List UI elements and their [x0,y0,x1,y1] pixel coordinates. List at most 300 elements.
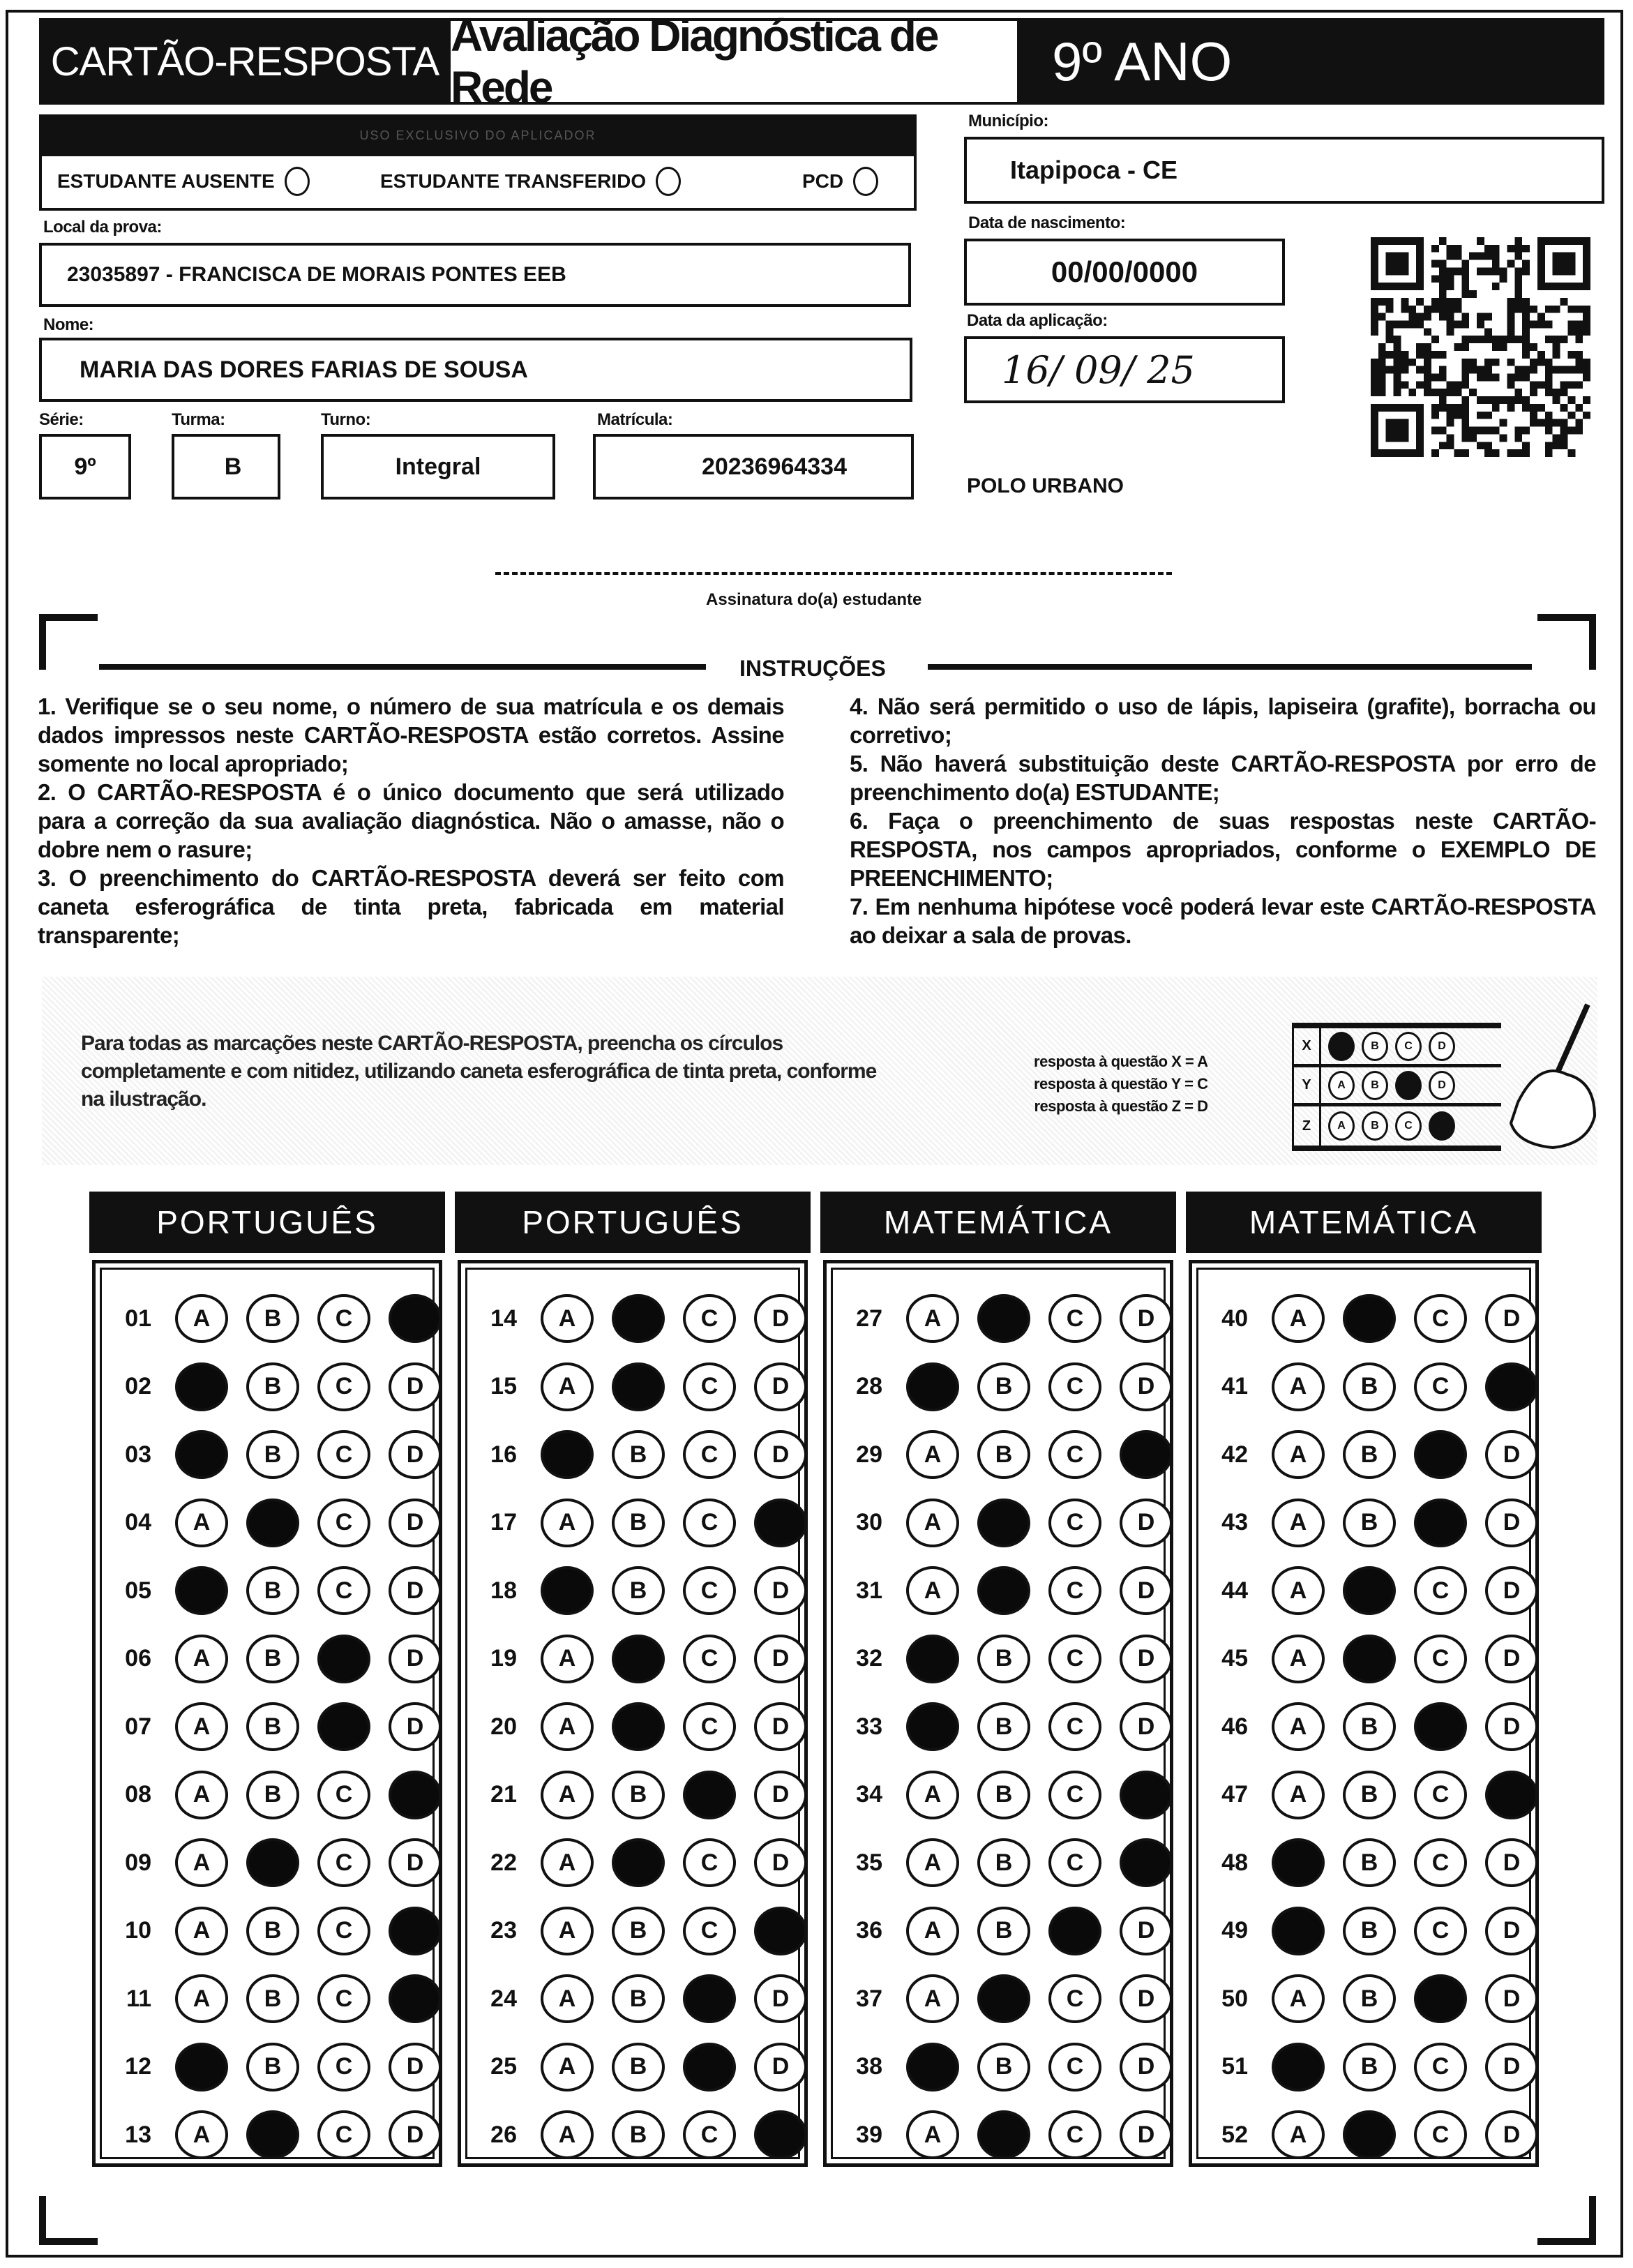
bubble-a[interactable]: A [1272,2110,1325,2159]
column-header-1: PORTUGUÊS [89,1192,445,1253]
bubble-c[interactable]: C [317,1294,370,1343]
bubble-b[interactable]: B [246,1907,299,1955]
municipio-field [964,137,1604,204]
fill-example-legend [1034,1051,1207,1118]
bubble-a-filled[interactable] [906,1702,959,1751]
fill-example-row [1292,1067,1501,1106]
bubble-b[interactable]: B [612,1430,665,1479]
bubble-a[interactable]: A [1272,1430,1325,1479]
question-row [838,1566,1173,1615]
bubble-d[interactable]: D [754,1702,807,1751]
bubble-a[interactable]: A [906,1566,959,1615]
question-number: 07 [125,1713,151,1740]
bubble-d-filled[interactable] [754,1907,807,1955]
bubble-d[interactable]: D [754,1974,807,2023]
bubble-c-filled[interactable] [1414,1702,1467,1751]
bubble-c[interactable]: C [1414,2043,1467,2091]
bubble-d[interactable]: D [389,1430,442,1479]
bubble-b-filled[interactable] [977,1566,1030,1615]
bubble-d[interactable]: D [1120,2110,1173,2159]
bubble-c[interactable]: C [1048,1771,1101,1819]
serie-label: Série: [39,410,84,429]
question-number: 32 [856,1645,882,1672]
bubble-d-filled[interactable] [1120,1838,1173,1887]
question-number: 02 [125,1373,151,1399]
bubble-a[interactable]: A [906,1838,959,1887]
question-number: 25 [490,2053,517,2080]
option-pcd[interactable] [802,167,878,196]
fill-example-text: Para todas as marcações neste CARTÃO-RESPOSTA, preencha os círculos completamente e com nitidez, utilizando caneta esferográfica de tinta preta, conforme na ilustração. [81,1032,877,1111]
bubble-a[interactable]: A [175,1907,228,1955]
bubble-d[interactable]: D [1485,1294,1538,1343]
bubble-d[interactable]: D [389,2043,442,2091]
bubble-d[interactable]: D [1120,1702,1173,1751]
bubble-d[interactable]: D [754,1771,807,1819]
bubble-a-filled[interactable] [1272,1838,1325,1887]
bubble-a-filled[interactable] [906,2043,959,2091]
question-number: 47 [1221,1781,1248,1808]
option-absent-radio[interactable] [285,167,310,196]
bubble-c[interactable]: C [317,1771,370,1819]
question-row [107,1635,442,1683]
question-row [107,1430,442,1479]
question-number: 37 [856,1985,882,2012]
bubble-b[interactable]: B [612,2110,665,2159]
bubble-b[interactable]: B [1343,1430,1396,1479]
question-row [107,1294,442,1343]
bubble-b[interactable]: B [612,1499,665,1547]
bubble-a[interactable]: A [1272,1499,1325,1547]
fill-example-row-label: Z [1294,1106,1321,1146]
bubble-b-filled[interactable] [977,2110,1030,2159]
bubble-b[interactable]: B [1343,1907,1396,1955]
question-row [1203,1974,1538,2023]
bubble-a[interactable]: A [906,2110,959,2159]
bubble-c[interactable]: C [317,1974,370,2023]
bubble-b[interactable]: B [246,1635,299,1683]
bubble-d[interactable]: D [1485,1430,1538,1479]
bubble-d[interactable]: D [1485,1499,1538,1547]
question-row [107,1974,442,2023]
question-row [1203,1907,1538,1955]
bubble-c[interactable]: C [317,1430,370,1479]
question-row [1203,1635,1538,1683]
bubble-c[interactable]: C [1048,1566,1101,1615]
bubble-a[interactable]: A [906,1294,959,1343]
bubble-d[interactable]: D [1485,1566,1538,1615]
bubble-a-filled[interactable] [175,1430,228,1479]
bubble-a-filled[interactable] [1272,2043,1325,2091]
bubble-a-filled[interactable] [541,1566,594,1615]
bubble-b[interactable]: B [1343,1362,1396,1411]
bubble-b[interactable]: B [1343,1499,1396,1547]
fill-example-panel [42,977,1597,1165]
bubble-d-filled[interactable] [1120,1430,1173,1479]
bubble-b-filled[interactable] [1343,2110,1396,2159]
bubble-d[interactable]: D [389,1566,442,1615]
bubble-a[interactable]: A [175,1635,228,1683]
municipio-value: Itapipoca - CE [1010,156,1178,184]
bubble-c[interactable]: C [1414,1838,1467,1887]
bubble-d[interactable]: D [1485,1702,1538,1751]
municipio-label: Município: [968,112,1048,130]
bubble-c[interactable]: C [317,1499,370,1547]
bubble-d-filled[interactable] [1485,1771,1538,1819]
bubble-a[interactable]: A [906,1771,959,1819]
bubble-c-filled[interactable] [683,1771,736,1819]
bubble-c[interactable]: C [317,2043,370,2091]
fill-example-bubble: D [1429,1071,1455,1100]
question-row [107,1566,442,1615]
question-row [1203,2110,1538,2159]
turma-field [172,434,280,500]
bubble-b[interactable]: B [246,1362,299,1411]
bubble-d[interactable]: D [389,1838,442,1887]
bubble-a[interactable]: A [541,1771,594,1819]
bubble-a[interactable]: A [175,1294,228,1343]
bubble-c[interactable]: C [1048,1974,1101,2023]
bubble-d-filled[interactable] [389,1907,442,1955]
bubble-c[interactable]: C [1414,1362,1467,1411]
bubble-d[interactable]: D [389,1635,442,1683]
bubble-a-filled[interactable] [541,1430,594,1479]
bubble-d[interactable]: D [1120,1907,1173,1955]
bubble-d[interactable]: D [754,1838,807,1887]
bubble-d[interactable]: D [1485,1907,1538,1955]
bubble-b[interactable]: B [1343,1702,1396,1751]
bubble-b[interactable]: B [977,1430,1030,1479]
question-row [1203,1430,1538,1479]
bubble-c[interactable]: C [683,1907,736,1955]
question-number: 27 [856,1305,882,1332]
fill-example-bubble: A [1328,1071,1355,1100]
corner-mark-tr-h [1537,614,1596,621]
bubble-b[interactable]: B [246,1702,299,1751]
instructions-right [850,692,1596,949]
bubble-a[interactable]: A [541,1294,594,1343]
bubble-c[interactable]: C [683,1838,736,1887]
bubble-d[interactable]: D [389,1499,442,1547]
bubble-a[interactable]: A [906,1974,959,2023]
bubble-d[interactable]: D [389,2110,442,2159]
bubble-c[interactable]: C [683,1499,736,1547]
bubble-a[interactable]: A [541,1499,594,1547]
bubble-b-filled[interactable] [1343,1635,1396,1683]
bubble-d[interactable]: D [1485,1838,1538,1887]
bubble-a[interactable]: A [541,2110,594,2159]
bubble-a[interactable]: A [541,1362,594,1411]
bubble-c-filled[interactable] [317,1702,370,1751]
bubble-a[interactable]: A [541,1702,594,1751]
bubble-b[interactable]: B [246,1294,299,1343]
bubble-d[interactable]: D [1120,1294,1173,1343]
fill-example-bubble-filled [1395,1071,1422,1100]
bubble-c[interactable]: C [317,2110,370,2159]
bubble-c[interactable]: C [683,1362,736,1411]
bubble-d-filled[interactable] [1120,1771,1173,1819]
bubble-b[interactable]: B [246,1566,299,1615]
bubble-c[interactable]: C [1048,2110,1101,2159]
bubble-c[interactable]: C [1048,1702,1101,1751]
bubble-d[interactable]: D [754,1635,807,1683]
bubble-c-filled[interactable] [683,2043,736,2091]
bubble-d-filled[interactable] [389,1974,442,2023]
bubble-a-filled[interactable] [906,1362,959,1411]
bubble-c[interactable]: C [1048,1499,1101,1547]
bubble-c[interactable]: C [683,1294,736,1343]
bubble-b[interactable]: B [246,1974,299,2023]
answer-column-1 [92,1260,442,2167]
bubble-b[interactable]: B [1343,2043,1396,2091]
data-aplicacao-label: Data da aplicação: [967,311,1108,330]
bubble-b[interactable]: B [246,2043,299,2091]
bubble-a[interactable]: A [175,1771,228,1819]
bubble-b[interactable]: B [977,1838,1030,1887]
question-row [1203,1294,1538,1343]
question-number: 48 [1221,1849,1248,1876]
bubble-b[interactable]: B [977,1635,1030,1683]
bubble-c[interactable]: C [317,1362,370,1411]
bubble-d[interactable]: D [1485,2110,1538,2159]
bubble-a[interactable]: A [175,1838,228,1887]
question-number: 09 [125,1849,151,1876]
bubble-d[interactable]: D [1485,2043,1538,2091]
bubble-b[interactable]: B [1343,1771,1396,1819]
question-row [107,1907,442,1955]
bubble-c[interactable]: C [1048,1635,1101,1683]
question-row [1203,1499,1538,1547]
bubble-c-filled[interactable] [317,1635,370,1683]
bubble-c[interactable]: C [317,1838,370,1887]
bubble-b[interactable]: B [612,1907,665,1955]
question-row [472,1702,807,1751]
question-number: 21 [490,1781,517,1808]
bubble-d[interactable]: D [754,1362,807,1411]
bubble-b-filled[interactable] [246,2110,299,2159]
nome-field [39,338,912,402]
bubble-b[interactable]: B [977,1702,1030,1751]
question-number: 29 [856,1441,882,1468]
bubble-d-filled[interactable] [754,2110,807,2159]
bubble-a[interactable]: A [541,1974,594,2023]
question-number: 31 [856,1577,882,1604]
bubble-d[interactable]: D [1120,1635,1173,1683]
bubble-b[interactable]: B [977,2043,1030,2091]
bubble-a[interactable]: A [1272,1702,1325,1751]
bubble-c-filled[interactable] [1414,1974,1467,2023]
bubble-b-filled[interactable] [612,1702,665,1751]
bubble-c[interactable]: C [683,1702,736,1751]
bubble-d[interactable]: D [1120,2043,1173,2091]
bubble-a[interactable]: A [175,1702,228,1751]
bubble-c[interactable]: C [1414,1635,1467,1683]
bubble-a-filled[interactable] [175,2043,228,2091]
bubble-a[interactable]: A [175,2110,228,2159]
question-number: 11 [126,1985,151,2012]
bubble-c[interactable]: C [1048,1430,1101,1479]
data-aplicacao-field[interactable] [964,336,1285,403]
bubble-c[interactable]: C [1414,1566,1467,1615]
bubble-a[interactable]: A [1272,1635,1325,1683]
bubble-c[interactable]: C [683,1635,736,1683]
bubble-b[interactable]: B [612,2043,665,2091]
bubble-d[interactable]: D [754,1566,807,1615]
instruction-3: 3. O preenchimento do CARTÃO-RESPOSTA deverá ser feito com caneta esferográfica de tinta preta, fabricada em material transparente; [38,865,784,948]
bubble-a-filled[interactable] [1272,1907,1325,1955]
matricula-label: Matrícula: [597,410,673,429]
fill-example-bubble: C [1395,1111,1422,1141]
bubble-c-filled[interactable] [1414,1499,1467,1547]
nome-value: MARIA DAS DORES FARIAS DE SOUSA [80,356,528,383]
bubble-a[interactable]: A [541,2043,594,2091]
fill-example-row [1292,1106,1501,1146]
fill-example-bubble-filled [1328,1032,1355,1061]
bubble-a[interactable]: A [906,1499,959,1547]
bubble-b[interactable]: B [1343,1974,1396,2023]
bubble-a[interactable]: A [906,1907,959,1955]
bubble-c[interactable]: C [317,1566,370,1615]
bubble-a[interactable]: A [1272,1362,1325,1411]
bubble-c[interactable]: C [1048,1294,1101,1343]
option-absent[interactable] [57,167,310,196]
bubble-c[interactable]: C [683,1430,736,1479]
bubble-c[interactable]: C [1048,2043,1101,2091]
question-row [107,2043,442,2091]
question-row [1203,1771,1538,1819]
bubble-b[interactable]: B [977,1771,1030,1819]
bubble-a[interactable]: A [906,1430,959,1479]
question-number: 50 [1221,1985,1248,2012]
question-number: 40 [1221,1305,1248,1332]
question-row [107,2110,442,2159]
fill-example-bubble: B [1362,1071,1388,1100]
bubble-b[interactable]: B [977,1907,1030,1955]
bubble-a[interactable]: A [1272,1566,1325,1615]
bubble-b-filled[interactable] [977,1499,1030,1547]
instruction-2: 2. O CARTÃO-RESPOSTA é o único documento que será utilizado para a correção da sua avaliação diagnóstica. Não o amasse, não o dobre nem o rasure; [38,779,784,862]
matricula-value: 20236964334 [701,453,847,480]
instruction-1: 1. Verifique se o seu nome, o número de sua matrícula e os demais dados impressos neste CARTÃO-RESPOSTA estão corretos. Assine somente no local apropriado; [38,693,784,776]
bubble-c[interactable]: C [1414,1907,1467,1955]
option-pcd-radio[interactable] [853,167,878,196]
question-row [838,1362,1173,1411]
question-row [472,1907,807,1955]
bubble-c[interactable]: C [1048,1838,1101,1887]
turno-value: Integral [395,453,481,480]
bubble-b[interactable]: B [246,1430,299,1479]
bubble-d[interactable]: D [754,1430,807,1479]
bubble-b[interactable]: B [1343,1838,1396,1887]
bubble-a[interactable]: A [1272,1294,1325,1343]
question-row [838,1635,1173,1683]
bubble-d[interactable]: D [1485,1974,1538,2023]
bubble-b[interactable]: B [612,1974,665,2023]
bubble-b-filled[interactable] [1343,1294,1396,1343]
bubble-d-filled[interactable] [1485,1362,1538,1411]
bubble-a-filled[interactable] [175,1362,228,1411]
bubble-b-filled[interactable] [977,1974,1030,2023]
question-row [472,1771,807,1819]
bubble-c-filled[interactable] [1048,1907,1101,1955]
bubble-a[interactable]: A [541,1635,594,1683]
bubble-d[interactable]: D [1120,1566,1173,1615]
bubble-a[interactable]: A [541,1907,594,1955]
bubble-c[interactable]: C [317,1907,370,1955]
fill-example-row-label: X [1294,1028,1321,1064]
bubble-a[interactable]: A [1272,1771,1325,1819]
bubble-d[interactable]: D [1120,1499,1173,1547]
bubble-a[interactable]: A [1272,1974,1325,2023]
option-transferred[interactable] [380,167,681,196]
bubble-b[interactable]: B [612,1566,665,1615]
bubble-a-filled[interactable] [906,1635,959,1683]
bubble-b-filled[interactable] [612,1838,665,1887]
bubble-b-filled[interactable] [612,1635,665,1683]
bubble-b[interactable]: B [612,1771,665,1819]
bubble-b-filled[interactable] [612,1362,665,1411]
bubble-d-filled[interactable] [754,1499,807,1547]
instruction-7: 7. Em nenhuma hipótese você poderá levar este CARTÃO-RESPOSTA ao deixar a sala de provas. [850,894,1596,948]
question-number: 44 [1221,1577,1248,1604]
question-number: 12 [125,2053,151,2080]
bubble-b-filled[interactable] [246,1838,299,1887]
bubble-d[interactable]: D [389,1702,442,1751]
bubble-d[interactable]: D [389,1362,442,1411]
bubble-d[interactable]: D [1120,1974,1173,2023]
bubble-c-filled[interactable] [1414,1430,1467,1479]
question-row [838,1974,1173,2023]
question-number: 28 [856,1373,882,1399]
bubble-d[interactable]: D [1485,1635,1538,1683]
bubble-c[interactable]: C [1048,1362,1101,1411]
option-transferred-radio[interactable] [656,167,681,196]
bubble-c[interactable]: C [683,2110,736,2159]
question-row [472,1635,807,1683]
bubble-d-filled[interactable] [389,1771,442,1819]
question-number: 24 [490,1985,517,2012]
bubble-b-filled[interactable] [612,1294,665,1343]
answer-column-2 [458,1260,808,2167]
bubble-c[interactable]: C [1414,1294,1467,1343]
bubble-b-filled[interactable] [977,1294,1030,1343]
bubble-b-filled[interactable] [1343,1566,1396,1615]
bubble-b[interactable]: B [246,1771,299,1819]
question-number: 36 [856,1917,882,1944]
bubble-c[interactable]: C [683,1566,736,1615]
bubble-c[interactable]: C [1414,2110,1467,2159]
bubble-a[interactable]: A [175,1974,228,2023]
question-row [472,1430,807,1479]
question-row [472,1566,807,1615]
bubble-a-filled[interactable] [175,1566,228,1615]
bubble-d[interactable]: D [1120,1362,1173,1411]
bubble-b[interactable]: B [977,1362,1030,1411]
question-row [472,1499,807,1547]
turno-field [321,434,555,500]
signature-line[interactable] [495,572,1172,575]
bubble-d-filled[interactable] [389,1294,442,1343]
question-number: 18 [490,1577,517,1604]
bubble-c-filled[interactable] [683,1974,736,2023]
bubble-b-filled[interactable] [246,1499,299,1547]
bubble-d[interactable]: D [754,1294,807,1343]
bubble-d[interactable]: D [754,2043,807,2091]
answer-column-4 [1189,1260,1539,2167]
grade-title: 9º ANO [1017,18,1604,105]
bubble-a[interactable]: A [175,1499,228,1547]
bubble-a[interactable]: A [541,1838,594,1887]
bubble-c[interactable]: C [1414,1771,1467,1819]
